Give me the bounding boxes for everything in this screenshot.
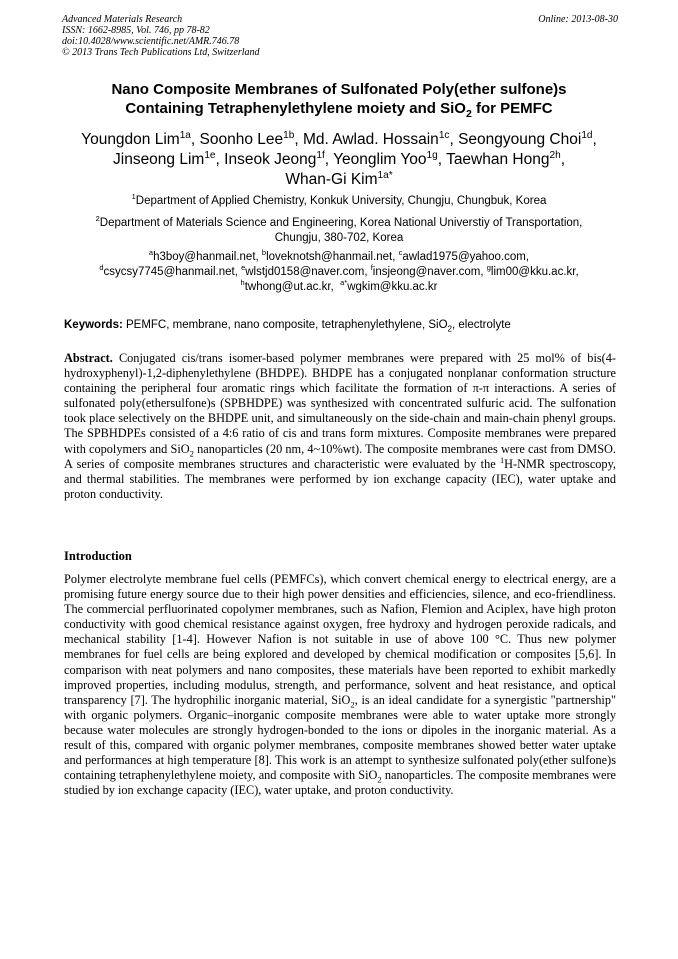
journal-header bbox=[62, 14, 618, 58]
author: Youngdon Lim$^{1a}$, bbox=[81, 129, 200, 148]
email: $^f$insjeong@naver.com bbox=[370, 263, 481, 278]
email: $^a$h3boy@hanmail.net bbox=[148, 248, 256, 263]
affiliation-2: $^2$Department of Materials Science and Engineering, Korea National Universtiy of Transportation, Chungju, 380-702, Korea bbox=[95, 214, 583, 244]
title-line-2: Containing Tetraphenylethylene moiety and SiO$_2$ for PEMFC bbox=[125, 100, 553, 120]
email: $^g$lim00@kku.ac.kr bbox=[486, 263, 576, 278]
introduction-paragraph: Polymer electrolyte membrane fuel cells (PEMFCs), which convert chemical energy to electrical energy, are a promising future energy source due to their high power densities and efficiencies, silence, and eco-friendliness. The commercial perfluorinated copolymer membranes, such as Nafion, Flemion and Aciplex, have high proton conductivity with good chemical resistance against oxygen, free hydroxy and hydrogen peroxide radicals, and mechanical stability [1-4]. However Nafion is not suitable in use of above 100 °C. Thus new polymer membranes for fuel cells are being explored and developed by chemical modification or composites [5,6]. In comparison with neat polymers and nano composites, these materials have been reported to exhibit markedly improved properties, including modulus, strength, and performance, solvent and heat resistance, and optical transparency [7]. The hydrophilic inorganic material, SiO$_2$, is an ideal candidate for a synergistic "partnership" with organic polymers. Organic–inorganic composite membranes were able to water uptake more strongly because water molecules are strongly hydrogen-bonded to the ions or dipoles in the inorganic material. As a result of this, compared with organic polymer membranes, composite membranes showed better water uptake and performances at high temperature [8]. This work is an attempt to synthesize sulfonated poly(ether sulfone)s containing tetraphenylethylene moiety, and composite with SiO$_2$ nanoparticles. The composite membranes were studied by ion exchange capacity (IEC), water uptake, and proton conductivity. bbox=[64, 572, 617, 798]
email: $^h$twhong@ut.ac.kr bbox=[240, 278, 331, 293]
abstract: Abstract. Conjugated cis/trans isomer-based polymer membranes were prepared with 25 mol% of bis(4-hydroxyphenyl)-1,2-diphenylethylene (BHDPE). BHDPE has a conjugated nonplanar conformation structure containing the peripheral four aromatic rings which facilitate the formation of π-π interactions. A series of sulfonated poly(ethersulfone)s (SPBHDPE) was synthesized with concentrated sulfuric acid. The sulfonation took place selectively on the BHDPE unit, and simultaneously on the side-chain and main-chain phenyl groups. The SPBHDPEs consisted of a 4:6 ratio of cis and trans form mixtures. Composite membranes were prepared with copolymers and SiO$_2$ nanoparticles (20 nm, 4~10%wt). The composite membranes were cast from DMSO. A series of composite membranes structures and characteristic were evaluated by the $^1$H-NMR spectroscopy, and thermal stabilities. The membranes were performed by ion exchange capacity (IEC), water uptake and proton conductivity. bbox=[64, 351, 616, 501]
author: Yeonglim Yoo$^{1g}$, bbox=[333, 149, 447, 168]
keywords: Keywords: PEMFC, membrane, nano composite, tetraphenylethylene, SiO$_2$, electrolyte bbox=[64, 319, 511, 334]
abstract-label: Abstract. bbox=[64, 351, 113, 365]
author: Jinseong Lim$^{1e}$, bbox=[113, 149, 225, 168]
author: Whan-Gi Kim$^{1a*}$ bbox=[285, 169, 393, 188]
email: $^e$wlstjd0158@naver.com bbox=[241, 263, 365, 278]
author: Seongyoung Choi$^{1d}$, bbox=[458, 129, 597, 148]
author-list bbox=[40, 130, 638, 190]
paper-title bbox=[40, 80, 638, 118]
online-date: Online: 2013-08-30 bbox=[538, 14, 618, 25]
author: Inseok Jeong$^{1f}$, bbox=[224, 149, 334, 168]
email: $^b$loveknotsh@hanmail.net bbox=[261, 248, 393, 263]
email-list: $^a$h3boy@hanmail.net, $^b$loveknotsh@hanmail.net, $^c$awlad1975@yahoo.com, $^d$csycsy7745@hanmail.net, $^e$wlstjd0158@naver.com, $^f$insjeong@naver.com, $^g$lim00@kku.ac.kr, $^h$twhong@ut.ac.kr, $^{a*}$wgkim@kku.ac.kr bbox=[99, 248, 579, 293]
email: $^d$csycsy7745@hanmail.net bbox=[99, 263, 235, 278]
copyright-line: © 2013 Trans Tech Publications Ltd, Switzerland bbox=[62, 47, 260, 58]
doi-line: doi:10.4028/www.scientific.net/AMR.746.78 bbox=[62, 36, 240, 47]
author: Md. Awlad. Hossain$^{1c}$, bbox=[302, 129, 459, 148]
email: $^c$awlad1975@yahoo.com bbox=[398, 248, 526, 263]
author: Soonho Lee$^{1b}$, bbox=[199, 129, 303, 148]
affiliation-1: $^1$Department of Applied Chemistry, Konkuk University, Chungju, Chungbuk, Korea bbox=[131, 192, 547, 207]
title-line-1: Nano Composite Membranes of Sulfonated Poly(ether sulfone)s bbox=[111, 81, 567, 98]
author: Taewhan Hong$^{2h}$, bbox=[446, 149, 565, 168]
section-heading-introduction: Introduction bbox=[64, 549, 132, 563]
journal-name: Advanced Materials Research bbox=[62, 14, 183, 25]
issn-line: ISSN: 1662-8985, Vol. 746, pp 78-82 bbox=[62, 25, 210, 36]
email: $^{a*}$wgkim@kku.ac.kr bbox=[340, 278, 438, 293]
keywords-label: Keywords: bbox=[64, 319, 123, 331]
